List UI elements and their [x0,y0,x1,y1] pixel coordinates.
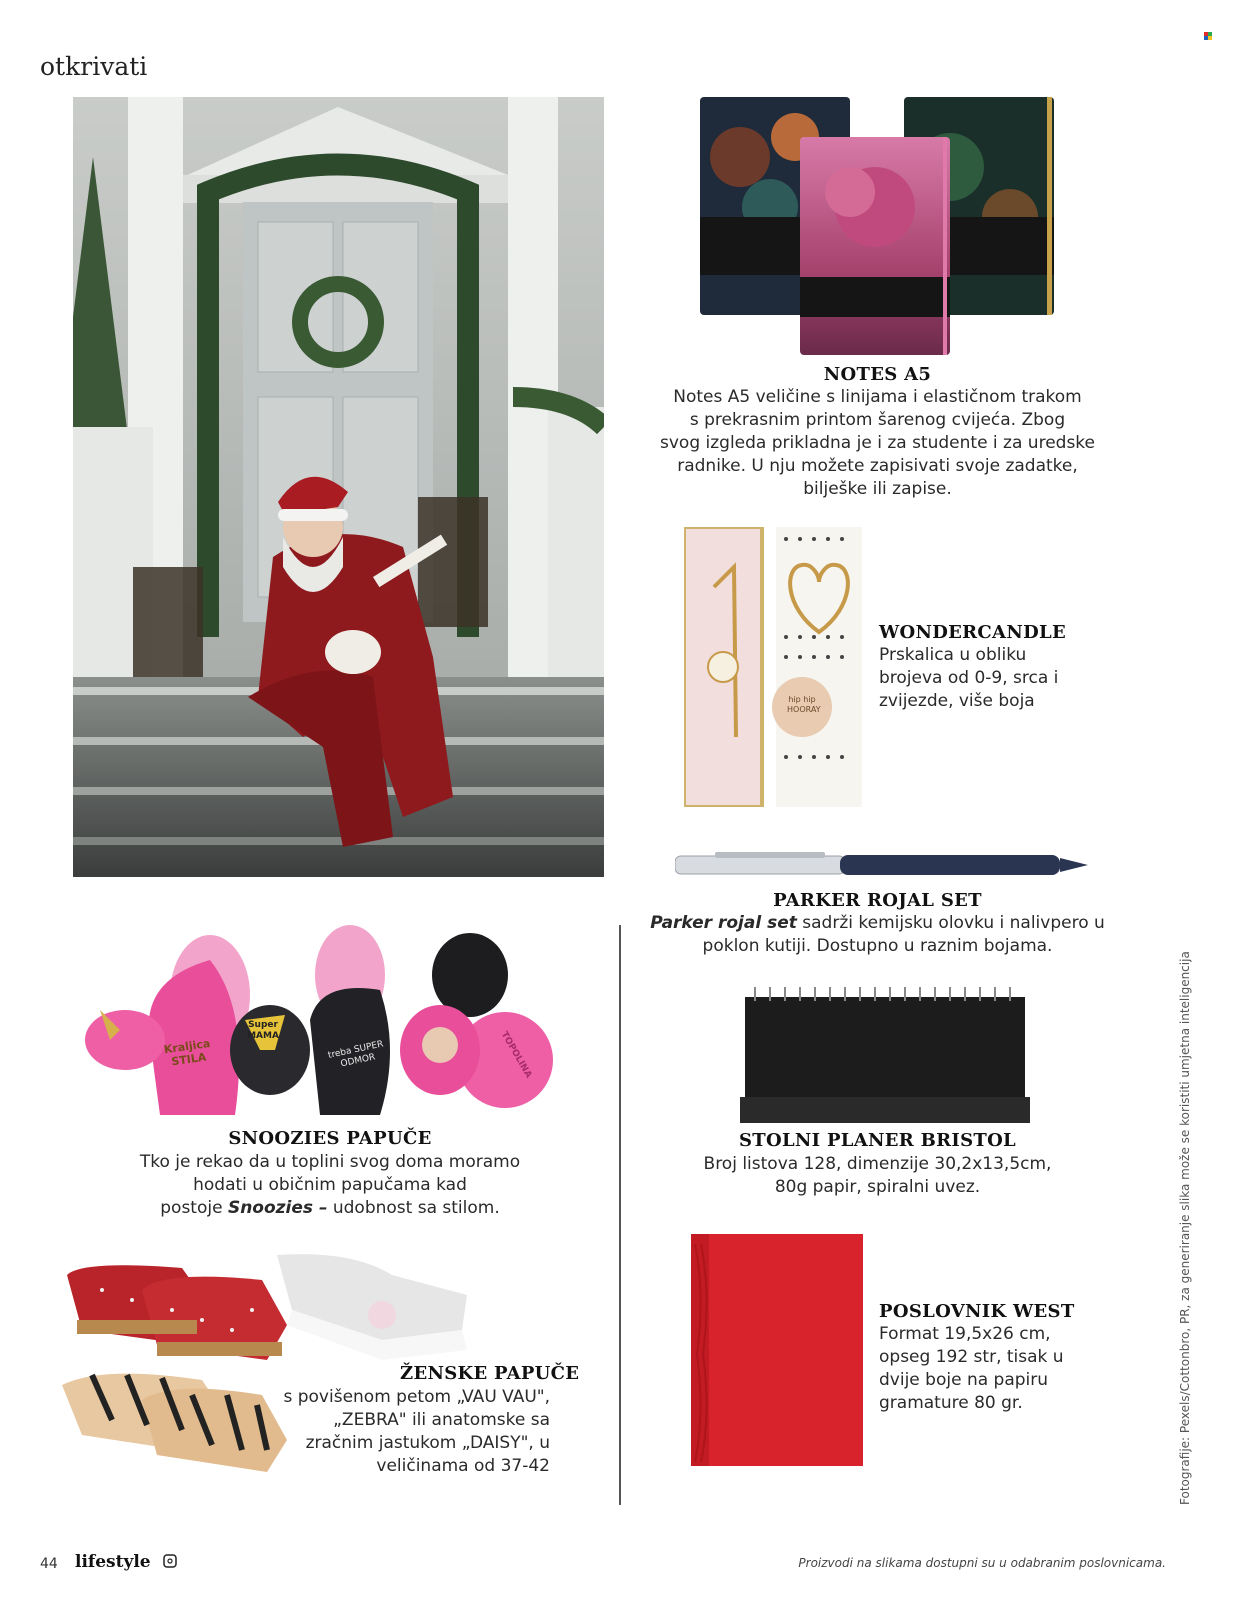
parker-title: PARKER ROJAL SET [773,890,982,911]
poslovnik-title: POSLOVNIK WEST [879,1301,1075,1322]
section-label: otkrivati [40,52,148,81]
parker-line-2: poklon kutiji. Dostupno u raznim bojama. [702,936,1053,956]
magazine-brand [75,1552,177,1572]
planer-line: Broj listova 128, dimenzije 30,2x13,5cm, [703,1154,1052,1174]
planer-title: STOLNI PLANER BRISTOL [738,1130,1017,1151]
snoozies-slipper-label: Kraljica STILA [163,1036,212,1069]
poslovnik-description [879,1323,1119,1415]
snoozies-description [90,1151,570,1220]
snoozies-line: hodati u običnim papučama kad [193,1175,467,1195]
zenske-line: „ZEBRA" ili anatomske sa [333,1410,550,1430]
snoozies-slipper-label: treba SUPER ODMOR [327,1039,385,1070]
notebooks-image [700,97,1055,355]
zenske-title: ŽENSKE PAPUČE [400,1363,580,1384]
wondercandle-image [684,527,864,807]
planer-description [650,1153,1105,1199]
notes-title: NOTES A5 [823,364,932,385]
parker-description [630,912,1125,958]
column-divider [619,925,621,1505]
wondercandle-line: brojeva od 0-9, srca i [879,668,1059,688]
notes-line: radnike. U nju možete zapisivati svoje zadatke, [677,456,1078,476]
brand-mark-icon [1204,32,1212,40]
page-number: 44 [40,1556,58,1572]
snoozies-title: SNOOZIES PAPUČE [228,1128,432,1149]
zenske-line: s povišenom petom „VAU VAU", [283,1387,550,1407]
magazine-brand-name: lifestyle [75,1552,151,1572]
wondercandle-package-label: hip hip HOORAY [787,695,821,714]
snoozies-line: Tko je rekao da u toplini svog doma moramo [139,1152,521,1172]
snoozies-slipper-label: Super MAMA [247,1020,279,1041]
parker-line-1-rest: sadrži kemijsku olovku i nalivpero u [796,913,1105,933]
parker-brand-emphasis: Parker rojal set [650,913,797,933]
snoozies-line-3 [90,1197,570,1220]
poslovnik-line: Format 19,5x26 cm, [879,1324,1051,1344]
notes-line: bilješke ili zapise. [803,479,952,499]
santa-photo [73,97,604,877]
wondercandle-line: zvijezde, više boja [879,691,1035,711]
planer-line: 80g papir, spiralni uvez. [774,1177,981,1197]
poslovnik-image [691,1234,863,1466]
snoozies-slippers-image [80,920,560,1120]
zenske-line: veličinama od 37-42 [376,1456,550,1476]
parker-line-1 [630,912,1125,935]
parker-pen-image [675,848,1090,882]
zenske-line: zračnim jastukom „DAISY", u [305,1433,550,1453]
notes-line: s prekrasnim printom šarenog cvijeća. Zbog [689,410,1066,430]
wondercandle-line: Prskalica u obliku [879,645,1027,665]
photo-credit: Fotografije: Pexels/Cottonbro, PR, za generiranje slika može se koristiti umjetna inteligencija [1178,951,1192,1505]
footer-note: Proizvodi na slikama dostupni su u odabranim poslovnicama. [798,1556,1166,1570]
snoozies-line-3-post: udobnost sa stilom. [327,1198,500,1218]
poslovnik-line: dvije boje na papiru [879,1370,1049,1390]
brand-flower-icon [163,1554,177,1568]
notes-description [640,386,1115,501]
poslovnik-line: opseg 192 str, tisak u [879,1347,1064,1367]
zenske-description [250,1386,550,1478]
snoozies-line-3-pre: postoje [160,1198,228,1218]
wondercandle-title: WONDERCANDLE [879,622,1066,643]
poslovnik-line: gramature 80 gr. [879,1393,1023,1413]
wondercandle-description [879,644,1139,713]
snoozies-brand-emphasis: Snoozies – [227,1198,328,1218]
desk-planner-image [740,985,1030,1125]
notes-line: svog izgleda prikladna je i za studente i za uredske [660,433,1095,453]
notes-line: Notes A5 veličine s linijama i elastičnom trakom [673,387,1082,407]
snoozies-slipper-label: TOPOLINA [498,1030,534,1080]
